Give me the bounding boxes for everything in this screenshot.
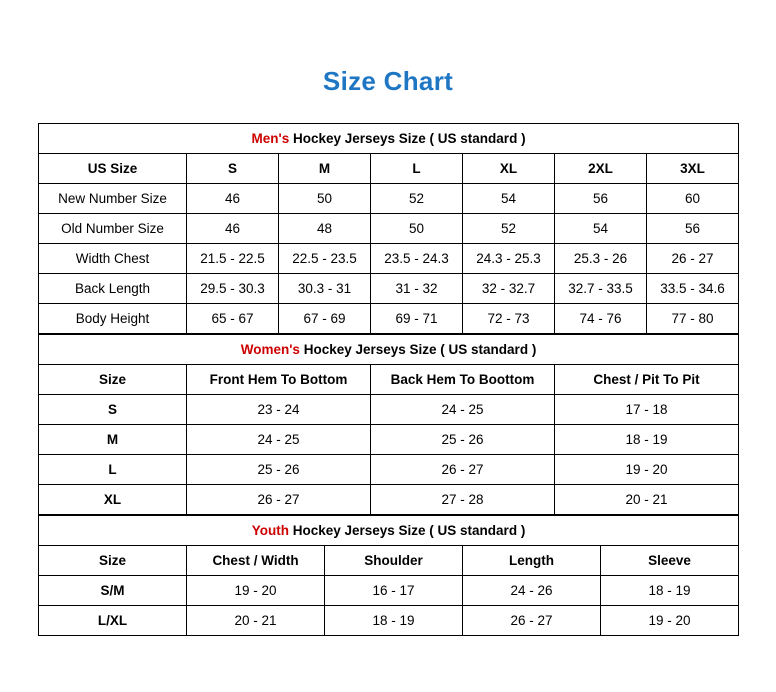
mens-row-2-val-4: 25.3 - 26 (555, 244, 647, 274)
womens-row-2-val-2: 19 - 20 (555, 455, 739, 485)
mens-size-table (38, 123, 739, 334)
mens-row-4-val-2: 69 - 71 (371, 304, 463, 334)
youth-col-1: Chest / Width (187, 546, 325, 576)
mens-row-4-val-1: 67 - 69 (279, 304, 371, 334)
womens-row-2-val-1: 26 - 27 (371, 455, 555, 485)
womens-row-2-label: L (39, 455, 187, 485)
youth-row-1-label: L/XL (39, 606, 187, 636)
mens-col-4: XL (463, 154, 555, 184)
womens-size-table (38, 334, 739, 515)
youth-row-0-val-1: 16 - 17 (325, 576, 463, 606)
youth-section-rest: Hockey Jerseys Size ( US standard ) (288, 523, 526, 538)
table-section-header-row (39, 335, 739, 365)
mens-row-3-val-2: 31 - 32 (371, 274, 463, 304)
mens-row-2-val-5: 26 - 27 (647, 244, 739, 274)
mens-row-0-val-1: 50 (279, 184, 371, 214)
womens-section-header (39, 335, 739, 365)
mens-col-3: L (371, 154, 463, 184)
youth-col-0: Size (39, 546, 187, 576)
mens-section-header (39, 124, 739, 154)
mens-section-rest: Hockey Jerseys Size ( US standard ) (289, 131, 526, 146)
mens-row-0-val-5: 60 (647, 184, 739, 214)
youth-col-4: Sleeve (601, 546, 739, 576)
youth-section-header (39, 516, 739, 546)
womens-row-1-val-2: 18 - 19 (555, 425, 739, 455)
table-row (39, 606, 739, 636)
table-row (39, 244, 739, 274)
womens-col-3: Chest / Pit To Pit (555, 365, 739, 395)
youth-section-accent: Youth (251, 523, 289, 538)
mens-row-2-val-0: 21.5 - 22.5 (187, 244, 279, 274)
mens-row-0-val-3: 54 (463, 184, 555, 214)
mens-row-0-val-2: 52 (371, 184, 463, 214)
table-row (39, 304, 739, 334)
womens-row-1-val-0: 24 - 25 (187, 425, 371, 455)
table-row (39, 274, 739, 304)
mens-row-1-val-0: 46 (187, 214, 279, 244)
mens-col-0: US Size (39, 154, 187, 184)
mens-row-2-val-2: 23.5 - 24.3 (371, 244, 463, 274)
youth-row-1-val-0: 20 - 21 (187, 606, 325, 636)
mens-row-4-val-5: 77 - 80 (647, 304, 739, 334)
mens-col-1: S (187, 154, 279, 184)
youth-row-1-val-2: 26 - 27 (463, 606, 601, 636)
womens-row-3-val-1: 27 - 28 (371, 485, 555, 515)
table-row (39, 455, 739, 485)
mens-row-1-val-1: 48 (279, 214, 371, 244)
mens-row-4-val-3: 72 - 73 (463, 304, 555, 334)
womens-col-1: Front Hem To Bottom (187, 365, 371, 395)
mens-row-2-val-1: 22.5 - 23.5 (279, 244, 371, 274)
mens-row-3-val-3: 32 - 32.7 (463, 274, 555, 304)
womens-row-3-label: XL (39, 485, 187, 515)
youth-row-1-val-3: 19 - 20 (601, 606, 739, 636)
youth-row-0-val-3: 18 - 19 (601, 576, 739, 606)
womens-row-1-val-1: 25 - 26 (371, 425, 555, 455)
youth-row-1-val-1: 18 - 19 (325, 606, 463, 636)
womens-row-2-val-0: 25 - 26 (187, 455, 371, 485)
table-header-row (39, 365, 739, 395)
mens-col-6: 3XL (647, 154, 739, 184)
womens-col-2: Back Hem To Boottom (371, 365, 555, 395)
table-section-header-row (39, 124, 739, 154)
mens-col-2: M (279, 154, 371, 184)
mens-row-0-label: New Number Size (39, 184, 187, 214)
table-row (39, 576, 739, 606)
womens-row-3-val-0: 26 - 27 (187, 485, 371, 515)
mens-row-2-val-3: 24.3 - 25.3 (463, 244, 555, 274)
mens-row-4-label: Body Height (39, 304, 187, 334)
womens-row-0-val-0: 23 - 24 (187, 395, 371, 425)
mens-col-5: 2XL (555, 154, 647, 184)
mens-row-1-val-4: 54 (555, 214, 647, 244)
mens-row-3-val-4: 32.7 - 33.5 (555, 274, 647, 304)
mens-section-accent: Men's (251, 131, 290, 146)
youth-row-0-val-0: 19 - 20 (187, 576, 325, 606)
table-row (39, 425, 739, 455)
table-header-row (39, 546, 739, 576)
table-row (39, 395, 739, 425)
womens-section-accent: Women's (240, 342, 300, 357)
table-row (39, 485, 739, 515)
mens-row-1-label: Old Number Size (39, 214, 187, 244)
mens-row-0-val-0: 46 (187, 184, 279, 214)
womens-row-0-label: S (39, 395, 187, 425)
youth-col-3: Length (463, 546, 601, 576)
table-header-row (39, 154, 739, 184)
mens-row-1-val-5: 56 (647, 214, 739, 244)
mens-row-3-val-5: 33.5 - 34.6 (647, 274, 739, 304)
youth-row-0-val-2: 24 - 26 (463, 576, 601, 606)
table-row (39, 184, 739, 214)
size-chart-tables (38, 123, 738, 636)
youth-col-2: Shoulder (325, 546, 463, 576)
mens-row-4-val-0: 65 - 67 (187, 304, 279, 334)
mens-row-3-val-1: 30.3 - 31 (279, 274, 371, 304)
mens-row-3-val-0: 29.5 - 30.3 (187, 274, 279, 304)
womens-row-0-val-2: 17 - 18 (555, 395, 739, 425)
table-section-header-row (39, 516, 739, 546)
table-row (39, 214, 739, 244)
womens-row-0-val-1: 24 - 25 (371, 395, 555, 425)
mens-row-1-val-3: 52 (463, 214, 555, 244)
youth-size-table (38, 515, 739, 636)
mens-row-1-val-2: 50 (371, 214, 463, 244)
mens-row-3-label: Back Length (39, 274, 187, 304)
mens-row-4-val-4: 74 - 76 (555, 304, 647, 334)
mens-row-0-val-4: 56 (555, 184, 647, 214)
mens-row-2-label: Width Chest (39, 244, 187, 274)
womens-row-3-val-2: 20 - 21 (555, 485, 739, 515)
page-title: Size Chart (322, 66, 454, 96)
womens-row-1-label: M (39, 425, 187, 455)
youth-row-0-label: S/M (39, 576, 187, 606)
womens-section-rest: Hockey Jerseys Size ( US standard ) (299, 342, 537, 357)
womens-col-0: Size (39, 365, 187, 395)
